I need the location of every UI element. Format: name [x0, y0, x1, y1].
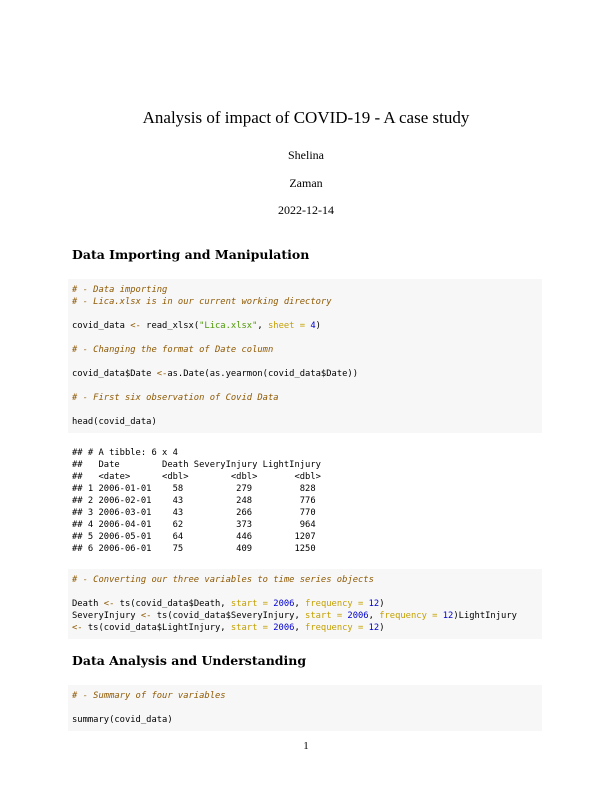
section-heading-data-importing: Data Importing and Manipulation [72, 247, 310, 262]
output-line: ## 6 2006-06-01 75 409 1250 [72, 544, 316, 554]
output-line: ## 3 2006-03-01 43 266 770 [72, 508, 316, 518]
output-line: ## Date Death SeveryInjury LightInjury [72, 460, 321, 470]
output-line: ## 4 2006-04-01 62 373 964 [72, 520, 316, 530]
output-line: ## 2 2006-02-01 43 248 776 [72, 496, 316, 506]
document-title: Analysis of impact of COVID-19 - A case study [142, 108, 470, 127]
code-block-timeseries [68, 569, 542, 639]
document-date: 2022-12-14 [278, 203, 334, 217]
code-block-summary [68, 685, 542, 731]
code-comment: # - Summary of four variables [72, 691, 226, 701]
code-comment: # - Changing the format of Date column [72, 345, 274, 355]
author-first-name: Shelina [288, 148, 324, 162]
author-last-name: Zaman [289, 176, 323, 190]
output-line: ## 5 2006-05-01 64 446 1207 [72, 532, 316, 542]
output-line: ## 1 2006-01-01 58 279 828 [72, 484, 316, 494]
code-line-head: head(covid_data) [72, 417, 157, 427]
code-block-import [68, 279, 542, 433]
code-line-severy-ts: SeveryInjury <- ts(covid_data$SeveryInjury, start = 2006, frequency = 12)LightInjury [72, 611, 517, 621]
page-number: 1 [303, 740, 309, 752]
code-line-light-ts: <- ts(covid_data$LightInjury, start = 2006, frequency = 12) [72, 623, 385, 633]
code-comment: # - First six observation of Covid Data [72, 393, 279, 403]
section-heading-data-analysis: Data Analysis and Understanding [72, 653, 307, 668]
code-comment: # - Lica.xlsx is in our current working directory [72, 297, 332, 307]
code-comment: # - Converting our three variables to time series objects [72, 575, 374, 585]
code-line-summary: summary(covid_data) [72, 715, 173, 725]
code-line-read: covid_data <- read_xlsx("Lica.xlsx", sheet = 4) [72, 321, 321, 331]
code-comment: # - Data importing [72, 285, 168, 295]
code-line-death-ts: Death <- ts(covid_data$Death, start = 2006, frequency = 12) [72, 599, 385, 609]
code-line-date: covid_data$Date <-as.Date(as.yearmon(covid_data$Date)) [72, 369, 359, 379]
console-output [72, 447, 321, 555]
output-line: ## # A tibble: 6 x 4 [72, 448, 178, 458]
output-line: ## <date> <dbl> <dbl> <dbl> [72, 472, 321, 482]
